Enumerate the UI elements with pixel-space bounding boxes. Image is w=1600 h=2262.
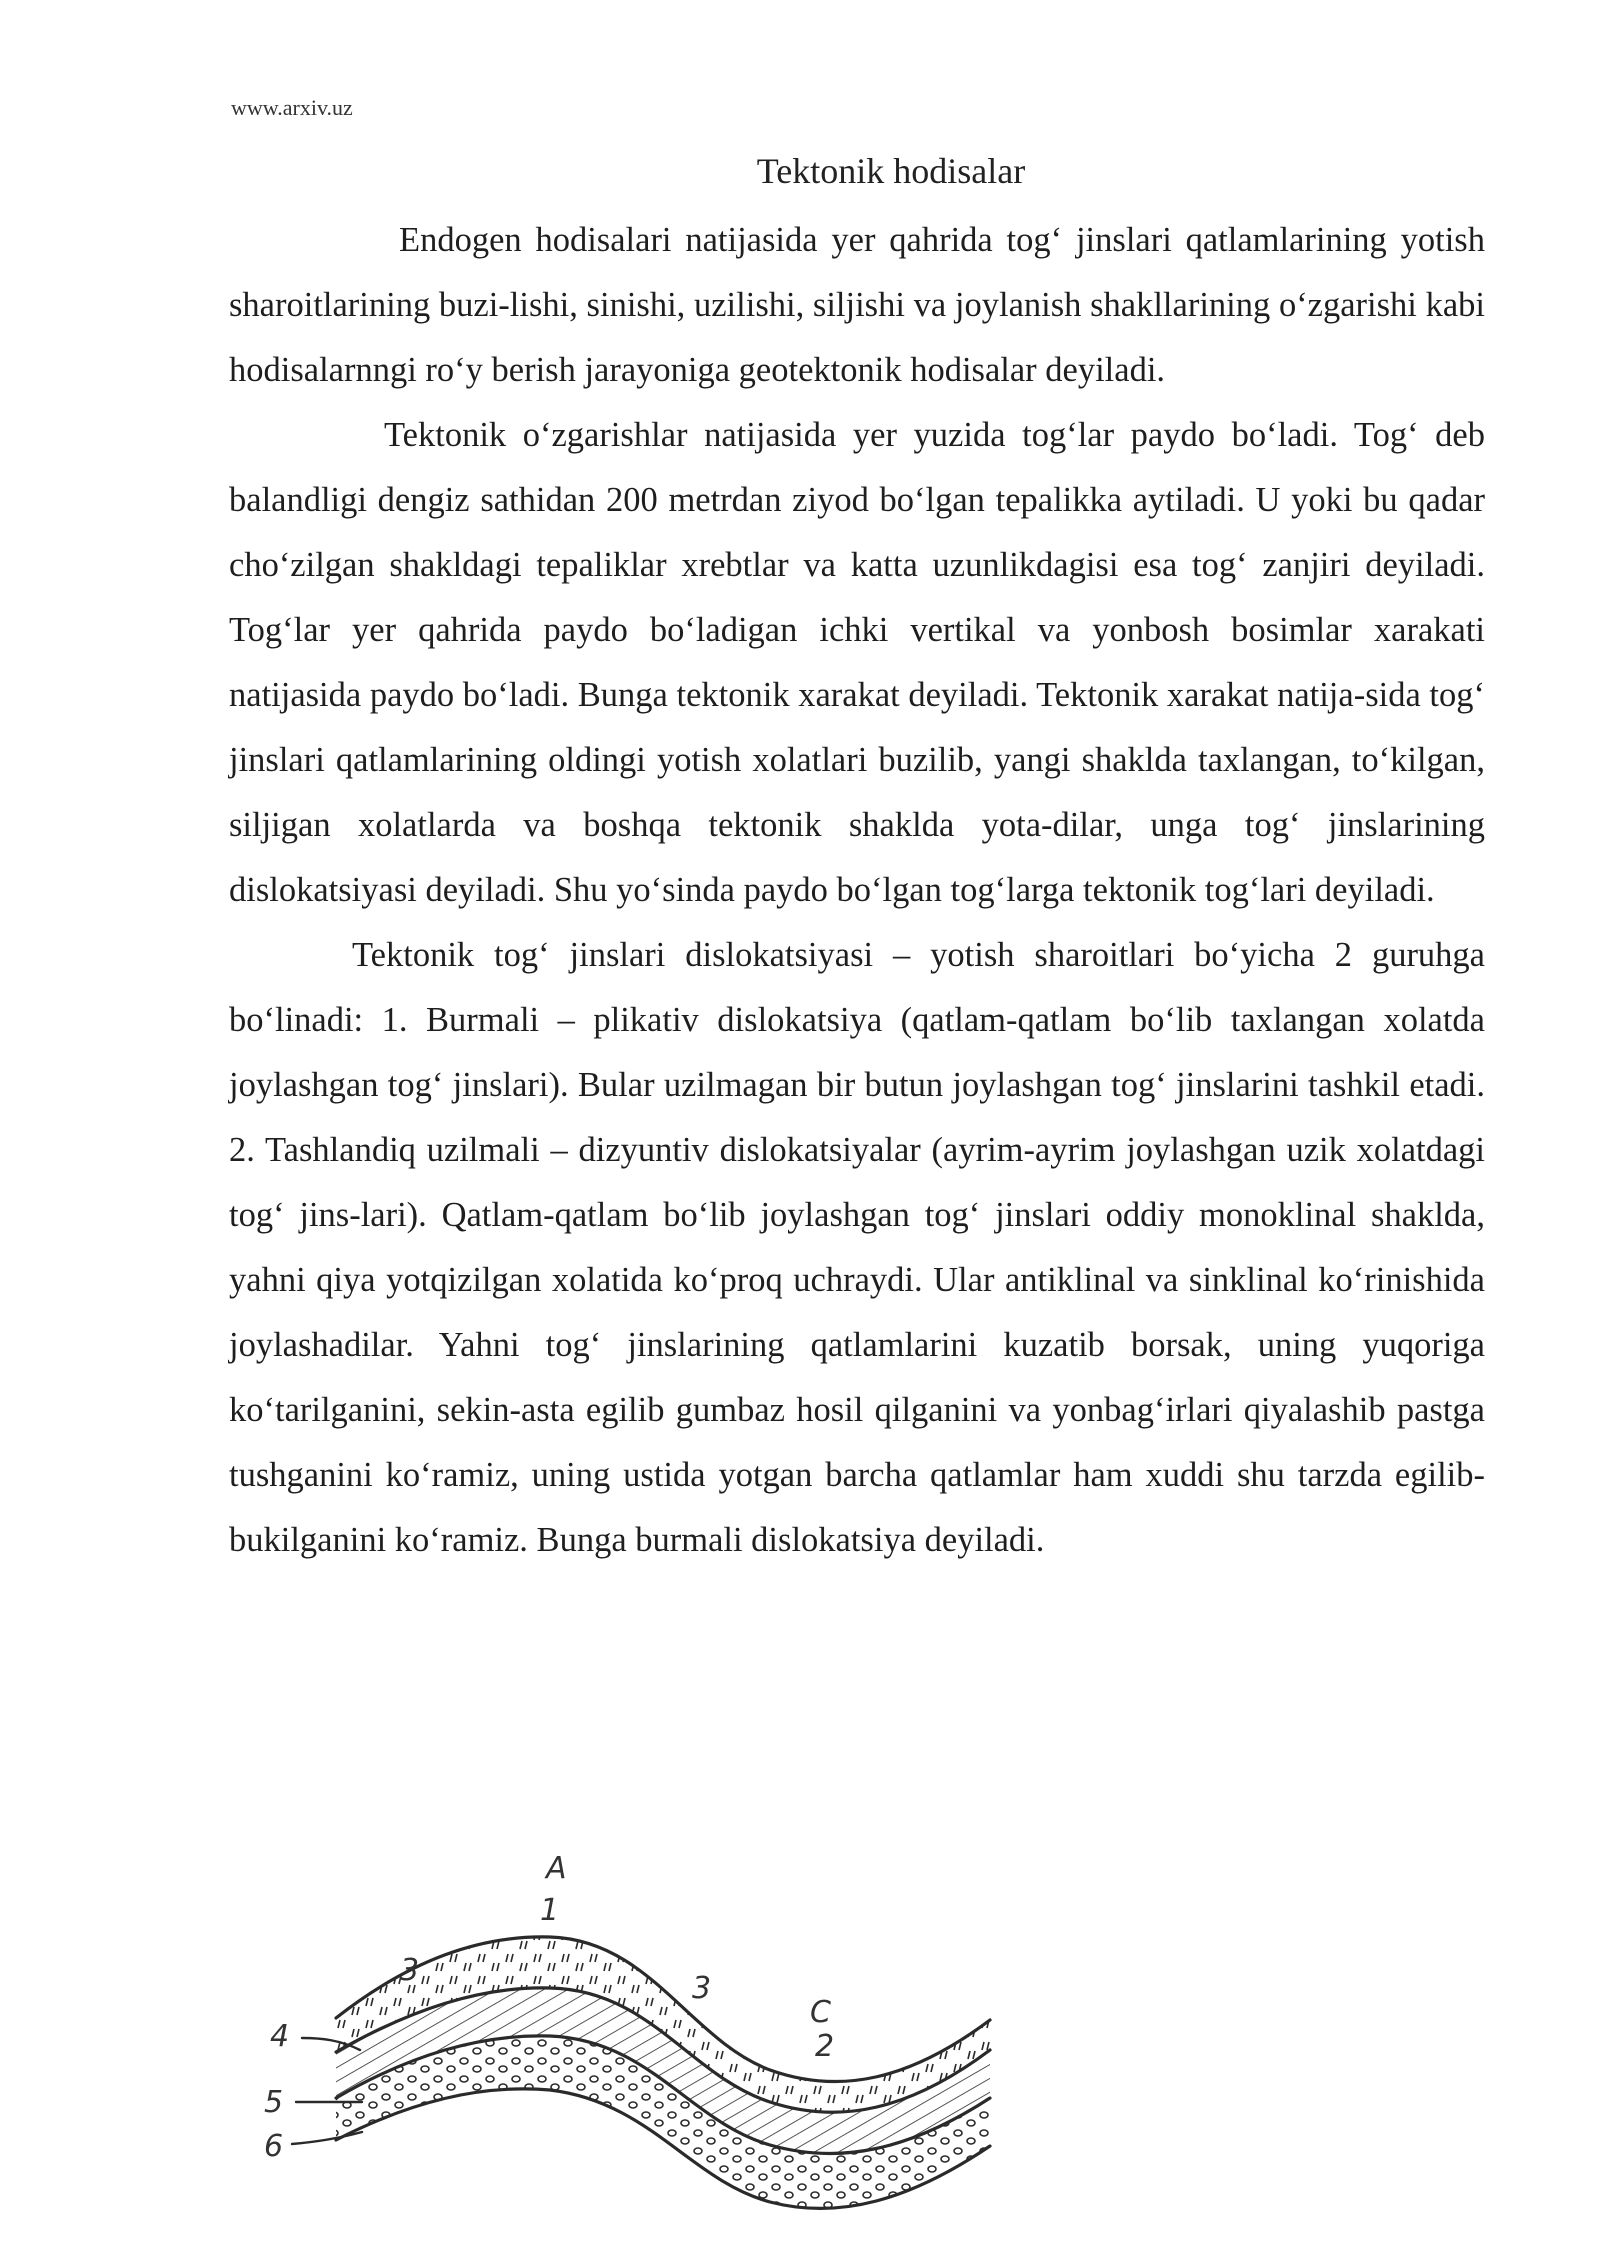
- label-3-right: 3: [692, 1971, 712, 2006]
- fold-diagram: [250, 1840, 1030, 2262]
- label-3-left: 3: [400, 1953, 420, 1988]
- site-url: www.arxiv.uz: [231, 95, 353, 120]
- document-body: [229, 208, 1485, 1573]
- label-2: 2: [815, 2029, 835, 2064]
- label-4: 4: [270, 2019, 290, 2054]
- label-1: 1: [540, 1893, 560, 1928]
- label-A: A: [546, 1851, 567, 1886]
- label-6: 6: [264, 2129, 284, 2164]
- paragraph-3: Tektonik tog‘ jinslari dislokatsiyasi – yotish sharoitlari bo‘yicha 2 guruhga bo‘linadi: 1. Burmali – plikativ dislokatsiya (qatlam-qatlam bo‘lib taxlangan xolatda joylashgan tog‘ jinslari). Bular uzilmagan bir butun joylashgan tog‘ jinslarini tashkil etadi. 2. Tashlandiq uzilmali – dizyuntiv dislokatsiyalar (ayrim-ayrim joylashgan uzik xolatdagi tog‘ jins-lari). Qatlam-qatlam bo‘lib joylashgan tog‘ jinslari oddiy monoklinal shaklda, yahni qiya yotqizilgan xolatida ko‘proq uchraydi. Ular antiklinal va sinklinal ko‘rinishida joylashadilar. Yahni tog‘ jinslarining qatlamlarini kuzatib borsak, uning yuqoriga ko‘tarilganini, sekin-asta egilib gumbaz hosil qilganini va yonbag‘irlari qiyalashib pastga tushganini ko‘ramiz, uning ustida yotgan barcha qatlamlar ham xuddi shu tarzda egilib-bukilganini ko‘ramiz. Bunga burmali dislokatsiya deyiladi.: [229, 936, 1485, 1559]
- label-5: 5: [264, 2085, 284, 2120]
- page-title: Tektonik hodisalar: [756, 151, 1026, 191]
- leader-6: [292, 2132, 362, 2144]
- label-C: C: [810, 1995, 831, 2030]
- paragraph-2: Tektonik o‘zgarishlar natijasida yer yuzida tog‘lar paydo bo‘ladi. Tog‘ deb balandligi dengiz sathidan 200 metrdan ziyod bo‘lgan tepalikka aytiladi. U yoki bu qadar cho‘zilgan shakldagi tepaliklar xrebtlar va katta uzunlikdagisi esa tog‘ zanjiri deyiladi. Tog‘lar yer qahrida paydo bo‘ladigan ichki vertikal va yonbosh bosimlar xarakati natijasida paydo bo‘ladi. Bunga tektonik xarakat deyiladi. Tektonik xarakat natija-sida tog‘ jinslari qatlamlarining oldingi yotish xolatlari buzilib, yangi shaklda taxlangan, to‘kilgan, siljigan xolatlarda va boshqa tektonik shaklda yota-dilar, unga tog‘ jinslarining dislokatsiyasi deyiladi. Shu yo‘sinda paydo bo‘lgan tog‘larga tektonik tog‘lari deyiladi.: [229, 416, 1485, 909]
- paragraph-1: Endogen hodisalari natijasida yer qahrida tog‘ jinslari qatlamlarining yotish sharoitlarining buzi-lishi, sinishi, uzilishi, siljishi va joylanish shakllarining o‘zgarishi kabi hodisalarnngi ro‘y berish jarayoniga geotektonik hodisalar deyiladi.: [229, 221, 1485, 389]
